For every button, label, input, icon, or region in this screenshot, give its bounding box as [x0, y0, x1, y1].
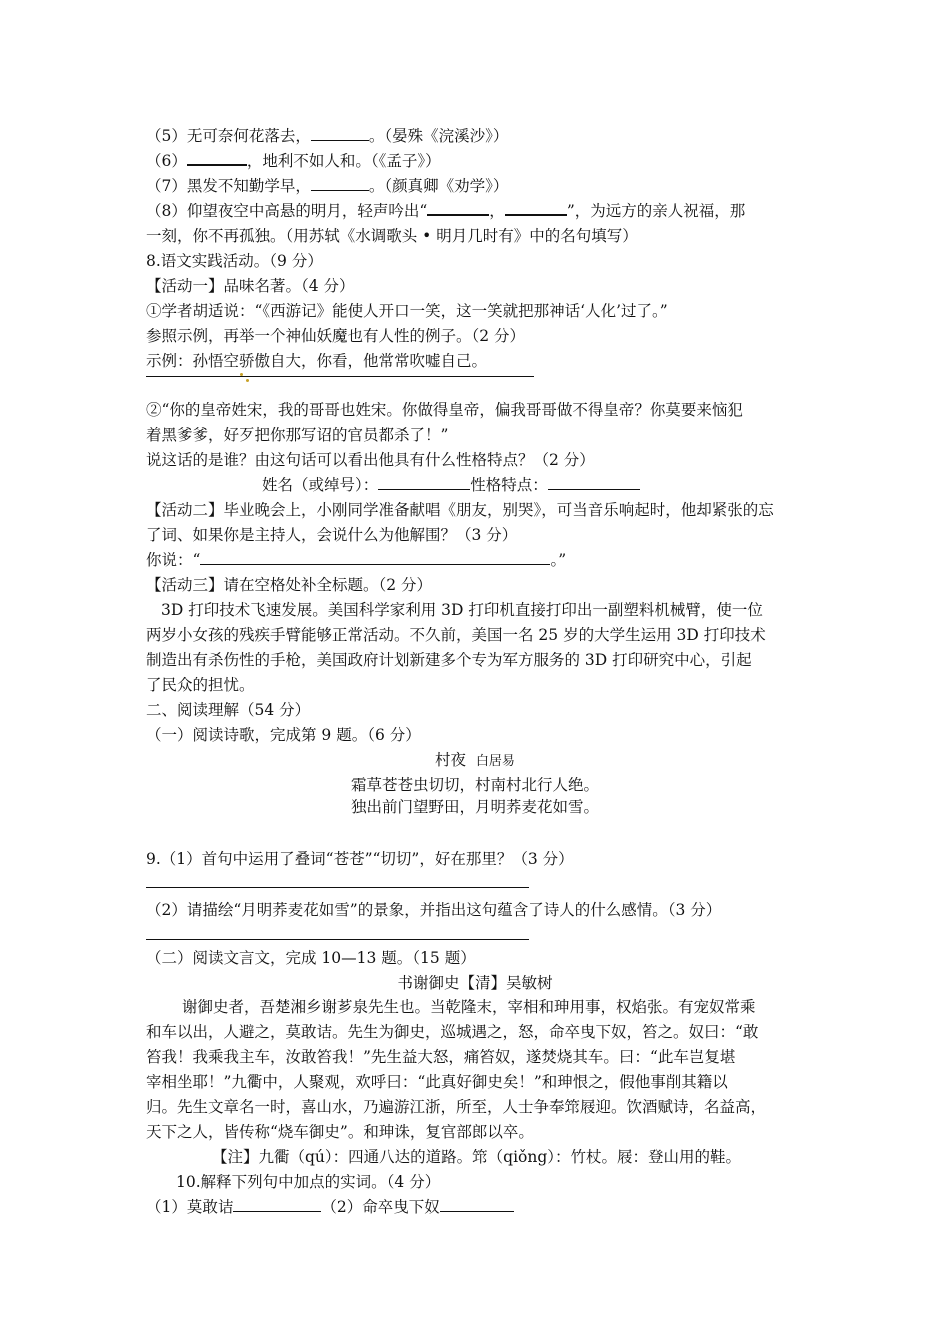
text-line: 示例：孙悟空骄傲自大，你看，他常常吹嘘自己。	[146, 352, 488, 370]
text: 性格特点：	[470, 476, 548, 494]
text: （8）仰望夜空中高悬的明月，轻声吟出“	[146, 202, 428, 220]
section-heading: 二、阅读理解（54 分）	[146, 701, 311, 719]
answer-line[interactable]	[146, 887, 529, 888]
question-7-line	[146, 175, 508, 197]
text-line: ②“你的皇帝姓宋，我的哥哥也姓宋。你做得皇帝，偏我哥哥做不得皇帝？你莫要来恼犯	[146, 401, 743, 419]
text: ”，为远方的亲人祝福，那	[566, 202, 746, 220]
text-line: 参照示例，再举一个神仙妖魔也有人性的例子。（2 分）	[146, 327, 526, 345]
mark-dot	[240, 373, 243, 376]
poem-line: 独出前门望野田，月明荞麦花如雪。	[350, 798, 599, 816]
activity-heading: 【活动二】毕业晚会上，小刚同学准备献唱《朋友，别哭》，可当音乐响起时，他却紧张的忘	[146, 501, 774, 519]
text-line: 制造出有杀伤性的手枪，美国政府计划新建多个专为军方服务的 3D 打印研究中心，引起	[146, 651, 752, 669]
text: （5）无可奈何花落去，	[146, 127, 311, 145]
answer-line[interactable]	[146, 376, 534, 377]
answer-line[interactable]	[146, 939, 529, 940]
essay-line: 归。先生文章名一时，喜山水，乃遍游江浙，所至，人士争奉筇屐迎。饮酒赋诗，名益高，	[146, 1098, 767, 1116]
text: ，	[489, 202, 505, 220]
text-line: 两岁小女孩的残疾手臂能够正常活动。不久前，美国一名 25 岁的大学生运用 3D 打印技术	[146, 626, 766, 644]
essay-line: 笞我！我乘我主车，汝敢笞我！”先生益大怒，痛笞奴，遂焚烧其车。曰：“此车岂复堪	[146, 1048, 736, 1066]
answer-line-row	[146, 549, 566, 571]
section-heading: （一）阅读诗歌，完成第 9 题。（6 分）	[146, 726, 421, 744]
poem-title: 村夜	[435, 751, 467, 769]
text: （6）	[146, 152, 187, 170]
question-8-line	[146, 200, 745, 222]
blank[interactable]	[200, 550, 550, 565]
blank[interactable]	[427, 200, 489, 216]
blank[interactable]	[187, 150, 247, 166]
essay-line: 天下之人，皆传称“烧车御史”。和珅诛，复官部郎以卒。	[146, 1123, 534, 1141]
question-text: （2）请描绘“月明荞麦花如雪”的景象，并指出这句蕴含了诗人的什么感情。（3 分）	[146, 901, 722, 919]
essay-line: 宰相坐耶！”九衢中，人聚观，欢呼曰：“此真好御史矣！”和珅恨之，假他事削其籍以	[146, 1073, 728, 1091]
poem-title-line	[0, 749, 950, 773]
name-trait-line	[262, 474, 640, 496]
blank[interactable]	[505, 200, 567, 216]
text-line: 一刻，你不再孤独。（用苏轼《水调歌头 • 明月几时有》中的名句填写）	[146, 227, 638, 245]
text: （7）黑发不知勤学早，	[146, 177, 311, 195]
question-text: 10.解释下列句中加点的实词。（4 分）	[176, 1173, 441, 1191]
question-6-line	[146, 150, 441, 172]
activity-heading: 【活动三】请在空格处补全标题。（2 分）	[146, 576, 433, 594]
text: （2）命卒曳下奴	[321, 1198, 440, 1216]
essay-title: 书谢御史【清】吴敏树	[397, 974, 553, 992]
blank[interactable]	[233, 1197, 321, 1212]
blank[interactable]	[440, 1197, 514, 1212]
blank[interactable]	[548, 475, 640, 490]
essay-line: 和车以出，人避之，莫敢诘。先生为御史，巡城遇之，怒，命卒曳下奴，笞之。奴曰：“敢	[146, 1023, 759, 1041]
mark-dot	[246, 379, 249, 382]
text-line: 说这话的是谁？由这句话可以看出他具有什么性格特点？（2 分）	[146, 451, 595, 469]
section-heading: （二）阅读文言文，完成 10—13 题。（15 题）	[146, 949, 476, 967]
text: 。”	[550, 551, 567, 569]
question-5-line	[146, 125, 508, 147]
blank[interactable]	[311, 176, 369, 191]
question-heading: 8.语文实践活动。（9 分）	[146, 252, 323, 270]
activity-heading: 【活动一】品味名著。（4 分）	[146, 277, 355, 295]
text-line: 了民众的担忧。	[146, 676, 255, 694]
blank[interactable]	[378, 475, 470, 490]
text-line: 3D 打印技术飞速发展。美国科学家利用 3D 打印机直接打印出一副塑料机械臂，使一位	[161, 601, 763, 619]
text-line: 着黑爹爹，好歹把你那写诏的官员都杀了！”	[146, 426, 449, 444]
text: （1）莫敢诘	[146, 1198, 234, 1216]
annotation-note: 【注】九衢（qú）：四通八达的道路。筇（qiǒng）：竹杖。屐：登山用的鞋。	[212, 1148, 742, 1166]
text: 。（晏殊《浣溪沙》）	[368, 127, 509, 145]
text-line: ①学者胡适说：“《西游记》能使人开口一笑，这一笑就把那神话‘人化’过了。”	[146, 302, 668, 320]
poem-author: 白居易	[475, 754, 515, 769]
text-line: 了词、如果你是主持人，会说什么为他解围？（3 分）	[146, 526, 518, 544]
text: 姓名（或绰号）：	[262, 476, 379, 494]
text: ，地利不如人和。（《孟子》）	[246, 152, 441, 170]
essay-line: 谢御史者，吾楚湘乡谢芗泉先生也。当乾隆末，宰相和珅用事，权焰张。有宠奴常乘	[182, 998, 756, 1016]
question-text: 9.（1）首句中运用了叠词“苍苍”“切切”，好在那里？（3 分）	[146, 850, 574, 868]
poem-line: 霜草苍苍虫切切，村南村北行人绝。	[350, 776, 599, 794]
text: 。（颜真卿《劝学》）	[368, 177, 509, 195]
blank[interactable]	[311, 126, 369, 141]
text: 你说：“	[146, 551, 201, 569]
question-10-blanks	[146, 1196, 514, 1218]
